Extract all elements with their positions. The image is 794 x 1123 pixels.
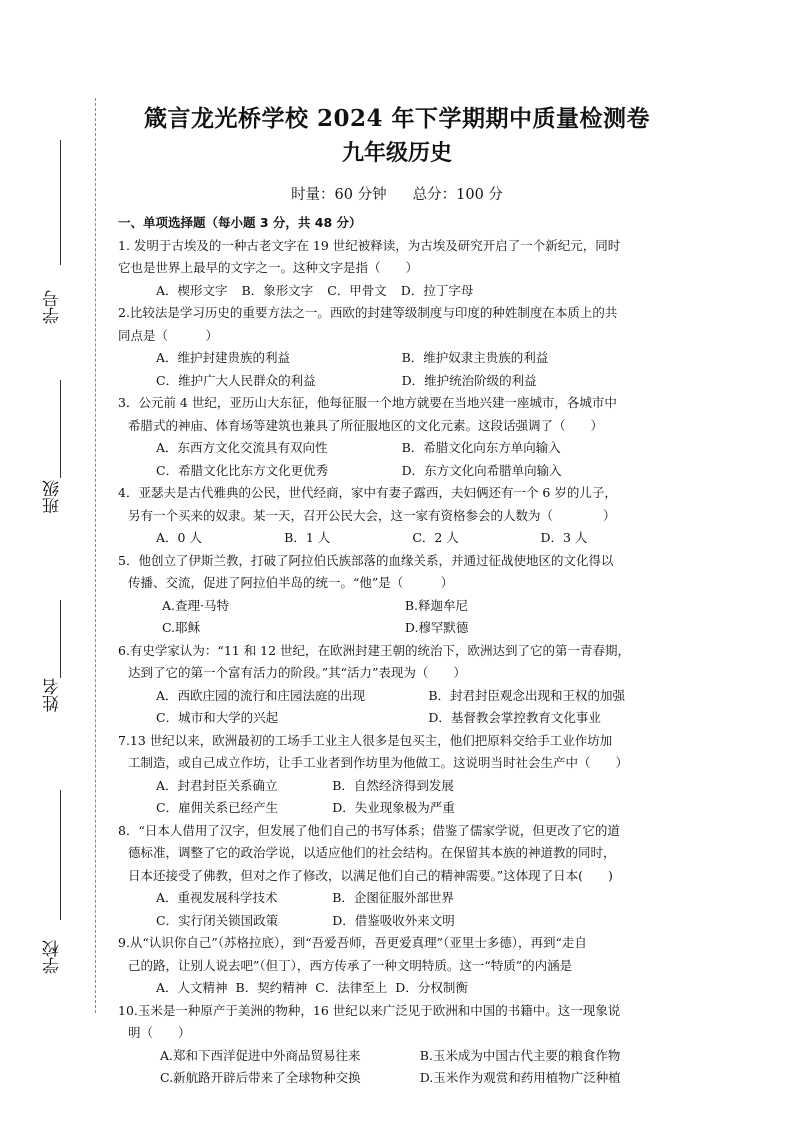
question-stem: 它也是世界上最早的文字之一。这种文字是指（ ）: [118, 260, 419, 275]
option-d[interactable]: D．分权制衡: [395, 980, 468, 995]
option-b[interactable]: B．1 人: [284, 530, 331, 545]
question-stem: 1. 发明于古埃及的一种古老文字在 19 世纪被释读，为古埃及研究开启了一个新纪元，同时: [118, 237, 621, 253]
question-stem: 另有一个买来的奴隶。某一天，召开公民大会，这一家有资格参会的人数为（ ）: [128, 507, 616, 523]
question: [118, 932, 690, 1000]
name-underline: [60, 600, 61, 678]
exam-info: [100, 183, 694, 204]
option-c[interactable]: C．2 人: [412, 530, 459, 545]
option-c[interactable]: C.耶稣: [162, 620, 201, 635]
option-list: [118, 887, 690, 932]
option-c[interactable]: C.新航路开辟后带来了全球物种交换: [160, 1070, 361, 1085]
question-stem: 工制造，或自己成立作坊，让手工业者到作坊里为他做工。这说明当时社会生产中（ ）: [128, 755, 629, 770]
option-d[interactable]: D．借鉴吸收外来文明: [332, 912, 455, 928]
question: [118, 820, 690, 933]
question-area: [118, 212, 690, 1090]
option-a[interactable]: A.郑和下西洋促进中外商品贸易往来: [160, 1047, 361, 1063]
class-field[interactable]: [40, 380, 72, 580]
name-label: 姓名: [43, 678, 63, 712]
subject-title: 九年级历史: [341, 140, 452, 166]
student-no-label: 学号: [43, 290, 63, 324]
option-d[interactable]: D.玉米作为观赏和药用植物广泛种植: [419, 1070, 621, 1085]
option-a[interactable]: A．人文精神: [156, 980, 228, 995]
option-d[interactable]: D.穆罕默德: [404, 620, 469, 635]
question-stem: 10.玉米是一种原产于美洲的物种，16 世纪以来广泛见于欧洲和中国的书籍中。这一现象说: [118, 1002, 621, 1018]
question: [118, 482, 690, 550]
option-d[interactable]: D．基督教会掌控教育文化事业: [428, 710, 601, 725]
option-c[interactable]: C．甲骨文: [327, 282, 387, 298]
option-b[interactable]: B．维护奴隶主贵族的利益: [401, 350, 549, 365]
option-list: [118, 280, 690, 303]
question: [118, 640, 690, 730]
question-stem: 5．他创立了伊斯兰教，打破了阿拉伯氏族部落的血缘关系，并通过征战使地区的文化得以: [118, 552, 614, 568]
option-c[interactable]: C．希腊文化比东方文化更优秀: [156, 462, 329, 478]
name-field[interactable]: [40, 600, 72, 740]
question-stem: 同点是（ ）: [118, 327, 219, 343]
school-underline: [60, 790, 61, 920]
option-b[interactable]: B．企图征服外部世界: [332, 890, 454, 905]
question-stem: 德标准，调整了它的政治学说，以适应他们的社会结构。在保留其本族的神道教的同时，: [128, 845, 616, 860]
question-stem: 8．“日本人借用了汉字，但发展了他们自己的书写体系；借鉴了儒家学说，但更改了它的道: [118, 822, 620, 838]
question-stem: 9.从“认识你自己”（苏格拉底），到“吾爱吾师，吾更爱真理”（亚里士多德），再到“走自: [118, 935, 587, 950]
student-no-field[interactable]: [40, 140, 72, 360]
question: [118, 1000, 690, 1090]
option-a[interactable]: A．维护封建贵族的利益: [156, 350, 291, 365]
class-label: 班级: [43, 480, 63, 514]
option-a[interactable]: A．重视发展科学技术: [156, 890, 278, 905]
student-no-underline: [60, 140, 61, 265]
binding-dashed-line: [95, 98, 96, 1013]
option-list: [118, 775, 690, 820]
time-limit: 时量：60 分钟: [291, 187, 387, 203]
option-a[interactable]: A.查理·马特: [162, 597, 229, 613]
option-d[interactable]: D．东方文化向希腊单向输入: [401, 462, 562, 478]
option-list: [118, 347, 690, 392]
option-c[interactable]: C．维护广大人民群众的利益: [156, 372, 316, 388]
option-b[interactable]: B．象形文字: [241, 282, 314, 298]
option-b[interactable]: B．契约精神: [235, 980, 308, 995]
option-d[interactable]: D．拉丁字母: [400, 282, 474, 298]
option-a[interactable]: A．楔形文字: [156, 282, 228, 298]
option-b[interactable]: B．封君封臣观念出现和王权的加强: [428, 687, 626, 703]
option-d[interactable]: D．失业现象极为严重: [332, 800, 455, 815]
question: [118, 235, 690, 303]
question-stem: 明（ ）: [128, 1025, 191, 1040]
question: [118, 550, 690, 640]
option-list: [118, 437, 690, 482]
option-a[interactable]: A．封君封臣关系确立: [156, 777, 278, 793]
question-stem: 4．亚瑟夫是古代雅典的公民，世代经商，家中有妻子露西，夫妇俩还有一个 6 岁的儿子，: [118, 485, 617, 500]
option-d[interactable]: D．3 人: [540, 530, 588, 545]
option-c[interactable]: C．法律至上: [315, 980, 388, 995]
question-stem: 3．公元前 4 世纪，亚历山大东征，他每征服一个地方就要在当地兴建一座城市，各城市中: [118, 395, 617, 410]
question-stem: 传播、交流，促进了阿拉伯半岛的统一。“他”是（ ）: [128, 575, 454, 590]
question: [118, 302, 690, 392]
option-list: [118, 1045, 690, 1090]
school-label: 学校: [43, 940, 63, 974]
question-stem: 2.比较法是学习历史的重要方法之一。西欧的封建等级制度与印度的种姓制度在本质上的共: [118, 305, 618, 320]
option-c[interactable]: C．实行闭关锁国政策: [156, 912, 279, 928]
option-b[interactable]: B.玉米成为中国古代主要的粮食作物: [419, 1047, 621, 1063]
exam-title: 箴言龙光桥学校 2024 年下学期期中质量检测卷: [143, 105, 651, 132]
school-field[interactable]: [40, 790, 72, 990]
option-b[interactable]: B．希腊文化向东方单向输入: [401, 440, 561, 455]
question-stem: 达到了它的第一个富有活力的阶段。”其“活力”表现为（ ）: [128, 665, 466, 680]
total-score: 总分：100 分: [412, 187, 503, 203]
option-list: [118, 527, 690, 550]
option-list: [118, 595, 690, 640]
question: [118, 730, 690, 820]
question: [118, 392, 690, 482]
question-stem: 7.13 世纪以来，欧洲最初的工场手工业主人很多是包买主，他们把原料交给手工业作坊加: [118, 732, 613, 748]
option-list: [118, 685, 690, 730]
section-title: 一、单项选择题（每小题 3 分，共 48 分）: [118, 215, 362, 230]
question-stem: 日本还接受了佛教，但对之作了修改，以满足他们自己的精神需要。”这体现了日本( ): [128, 867, 613, 883]
option-a[interactable]: A．西欧庄园的流行和庄园法庭的出现: [156, 687, 366, 703]
option-b[interactable]: B．自然经济得到发展: [332, 777, 454, 793]
question-stem: 希腊式的神庙、体育场等建筑也兼具了所征服地区的文化元素。这段话强调了（ ）: [128, 417, 604, 433]
option-d[interactable]: D．维护统治阶级的利益: [401, 372, 537, 388]
option-a[interactable]: A．东西方文化交流具有双向性: [156, 440, 328, 455]
option-a[interactable]: A．0 人: [156, 530, 202, 545]
option-c[interactable]: C．城市和大学的兴起: [156, 710, 279, 725]
option-c[interactable]: C．雇佣关系已经产生: [156, 800, 279, 815]
question-stem: 6.有史学家认为：“11 和 12 世纪，在欧洲封建王朝的统治下，欧洲达到了它的第一青春期，: [118, 642, 631, 658]
question-stem: 己的路，让别人说去吧”（但丁），西方传承了一种文明特质。这一“特质”的内涵是: [128, 957, 573, 973]
option-b[interactable]: B.释迦牟尼: [404, 597, 469, 613]
option-list: [118, 977, 690, 1000]
class-underline: [60, 380, 61, 478]
